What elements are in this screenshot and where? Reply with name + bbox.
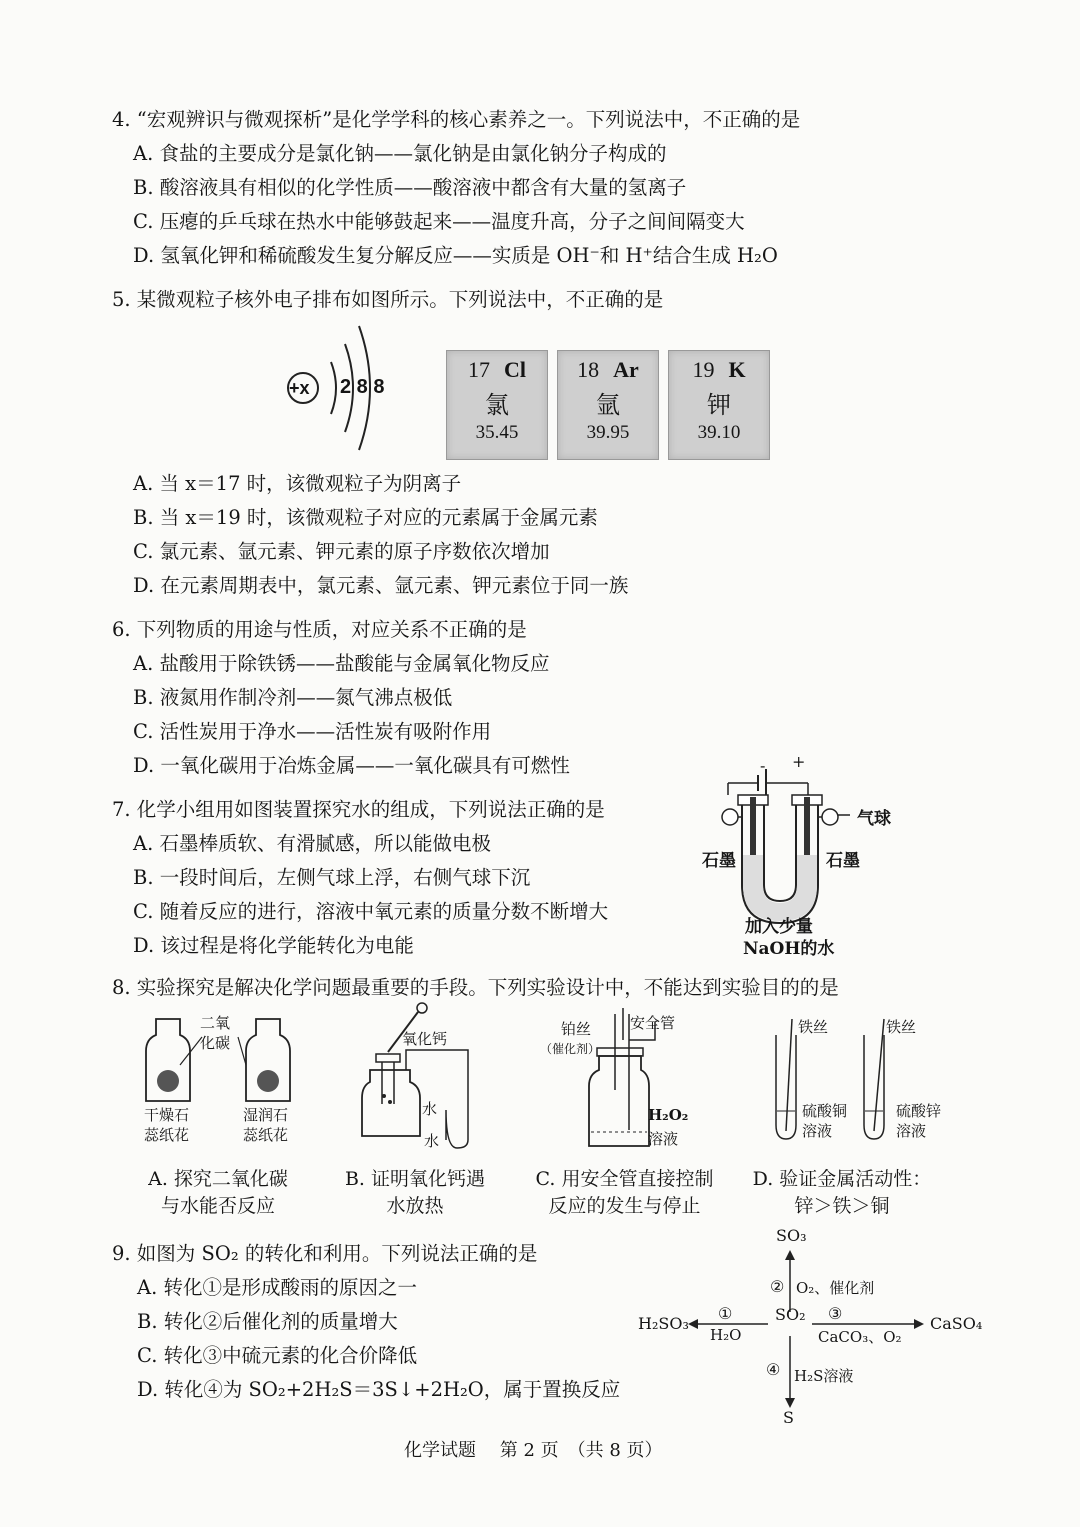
- element-symbol: K: [728, 357, 746, 382]
- q5-option-a: A. 当 x＝17 时，该微观粒子为阴离子: [133, 472, 462, 495]
- cuso4-label-1: 硫酸铜: [802, 1102, 848, 1120]
- element-name: 氩: [596, 393, 620, 419]
- u-tube-icon: [720, 755, 880, 925]
- q4-option-c: C. 压瘪的乒乓球在热水中能够鼓起来——温度升高，分子之间间隔变大: [133, 210, 745, 233]
- wet-flower-label-2: 蕊纸花: [243, 1126, 289, 1144]
- element-number: 19: [692, 357, 715, 382]
- q5-stem: 5. 某微观粒子核外电子排布如图所示。下列说法中，不正确的是: [112, 288, 664, 311]
- cao-label: 氧化钙: [402, 1030, 448, 1048]
- q4-option-a: A. 食盐的主要成分是氯化钠——氯化钠是由氯化钠分子构成的: [133, 142, 667, 165]
- solution-label: 溶液: [648, 1130, 679, 1148]
- nucleus-charge: +x: [289, 378, 310, 398]
- solution-label-1: 加入少量: [745, 917, 813, 937]
- element-tile-k: [668, 350, 770, 460]
- right-electrode-label: 石墨: [826, 851, 860, 871]
- caption-line-1: B. 证明氧化钙遇: [344, 1168, 486, 1190]
- caption-line-1: A. 探究二氧化碳: [148, 1168, 288, 1190]
- q7-option-b: B. 一段时间后，左侧气球上浮，右侧气球下沉: [133, 866, 531, 889]
- safety-tube-label: 安全管: [630, 1014, 676, 1032]
- q9-option-a: A. 转化①是形成酸雨的原因之一: [137, 1276, 417, 1299]
- q4-option-d: D. 氢氧化钾和稀硫酸发生复分解反应——实质是 OH⁻和 H⁺结合生成 H₂O: [133, 244, 778, 267]
- cuso4-label-2: 溶液: [802, 1122, 833, 1140]
- q9-option-d: D. 转化④为 SO₂+2H₂S＝3S↓+2H₂O，属于置换反应: [137, 1378, 621, 1401]
- co2-label-1: 二氧: [200, 1014, 231, 1032]
- element-number: 17: [468, 357, 490, 382]
- caption-line-1: D. 验证金属活动性：: [752, 1168, 932, 1190]
- q6-option-b: B. 液氮用作制冷剂——氮气沸点极低: [133, 686, 453, 709]
- q7-option-d: D. 该过程是将化学能转化为电能: [133, 934, 414, 957]
- q7-option-c: C. 随着反应的进行，溶液中氧元素的质量分数不断增大: [133, 900, 609, 923]
- q9-stem: 9. 如图为 SO₂ 的转化和利用。下列说法正确的是: [112, 1242, 538, 1265]
- caption-line-2: 反应的发生与停止: [548, 1195, 701, 1217]
- step-3-condition: CaCO₃、O₂: [818, 1328, 902, 1346]
- step-4-condition: H₂S溶液: [794, 1367, 854, 1385]
- h2so3-node: H₂SO₃: [638, 1314, 689, 1333]
- q4-stem: 4. “宏观辨识与微观探析”是化学学科的核心素养之一。下列说法中，不正确的是: [112, 108, 801, 131]
- step-2-condition: O₂、催化剂: [796, 1279, 875, 1297]
- element-name: 氯: [485, 393, 509, 419]
- q4-option-b: B. 酸溶液具有相似的化学性质——酸溶液中都含有大量的氢离子: [133, 176, 687, 199]
- catalyst-label: （催化剂）: [540, 1042, 601, 1056]
- element-mass: 39.95: [586, 422, 630, 443]
- q6-stem: 6. 下列物质的用途与性质，对应关系不正确的是: [112, 618, 527, 641]
- left-electrode-label: 石墨: [702, 851, 736, 871]
- pt-wire-label: 铂丝: [561, 1020, 592, 1038]
- q8-caption-a: [133, 1166, 303, 1220]
- fe-wire-label-1: 铁丝: [798, 1018, 829, 1036]
- page-footer: 化学试题 第 2 页 （共 8 页）: [404, 1440, 663, 1461]
- element-symbol: Ar: [613, 357, 639, 382]
- q5-option-b: B. 当 x＝19 时，该微观粒子对应的元素属于金属元素: [133, 506, 598, 529]
- q5-option-d: D. 在元素周期表中，氯元素、氩元素、钾元素位于同一族: [133, 574, 629, 597]
- water-label-tube: 水: [424, 1132, 440, 1150]
- step-2-marker: ②: [770, 1277, 785, 1296]
- fe-wire-label-2: 铁丝: [886, 1018, 917, 1036]
- q8-caption-c: [522, 1166, 727, 1220]
- q9-option-b: B. 转化②后催化剂的质量增大: [137, 1310, 398, 1333]
- q9-option-c: C. 转化③中硫元素的化合价降低: [137, 1344, 418, 1367]
- step-1-condition: H₂O: [710, 1326, 742, 1344]
- water-label-flask: 水: [422, 1100, 438, 1118]
- element-mass: 35.45: [475, 422, 519, 443]
- q7-option-a: A. 石墨棒质软、有滑腻感，所以能做电极: [133, 832, 491, 855]
- q6-option-c: C. 活性炭用于净水——活性炭有吸附作用: [133, 720, 492, 743]
- wet-flower-label-1: 湿润石: [243, 1106, 289, 1124]
- element-symbol: Cl: [504, 357, 526, 382]
- co2-label-2: 化碳: [200, 1034, 231, 1052]
- znso4-label-1: 硫酸锌: [896, 1102, 942, 1120]
- q8-caption-b: [330, 1166, 500, 1220]
- so3-node: SO₃: [776, 1226, 807, 1245]
- q8-stem: 8. 实验探究是解决化学问题最重要的手段。下列实验设计中，不能达到实验目的的是: [112, 976, 839, 999]
- so2-center: SO₂: [775, 1305, 806, 1324]
- q5-option-c: C. 氯元素、氩元素、钾元素的原子序数依次增加: [133, 540, 550, 563]
- element-number: 18: [577, 357, 600, 382]
- q6-option-d: D. 一氧化碳用于冶炼金属——一氧化碳具有可燃性: [133, 754, 570, 777]
- caption-line-2: 水放热: [386, 1195, 444, 1217]
- caption-line-2: 与水能否反应: [160, 1195, 275, 1217]
- s-node: S: [783, 1408, 794, 1427]
- h2o2-label: H₂O₂: [648, 1106, 689, 1124]
- electron-counts: 2 8 8: [340, 376, 385, 398]
- solution-label-2: NaOH的水: [743, 939, 835, 959]
- caption-line-1: C. 用安全管直接控制: [535, 1168, 714, 1190]
- element-mass: 39.10: [697, 422, 741, 443]
- element-tile-cl: [446, 350, 548, 460]
- element-name: 钾: [707, 393, 731, 419]
- caso4-node: CaSO₄: [930, 1314, 983, 1333]
- element-tile-ar: [557, 350, 659, 460]
- q6-option-a: A. 盐酸用于除铁锈——盐酸能与金属氧化物反应: [133, 652, 550, 675]
- battery-plus: +: [792, 752, 806, 771]
- caption-line-2: 锌＞铁＞铜: [794, 1195, 890, 1217]
- q7-stem: 7. 化学小组用如图装置探究水的组成，下列说法正确的是: [112, 798, 605, 821]
- znso4-label-2: 溶液: [896, 1122, 927, 1140]
- dry-flower-label-2: 蕊纸花: [144, 1126, 190, 1144]
- step-1-marker: ①: [718, 1304, 733, 1323]
- q8-caption-d: [742, 1166, 942, 1220]
- flask-u-tube-icon: [360, 1000, 500, 1150]
- balloon-label: 气球: [857, 809, 891, 829]
- dry-flower-label-1: 干燥石: [144, 1106, 190, 1124]
- step-3-marker: ③: [828, 1304, 843, 1323]
- battery-minus: -: [760, 756, 766, 775]
- step-4-marker: ④: [766, 1360, 781, 1379]
